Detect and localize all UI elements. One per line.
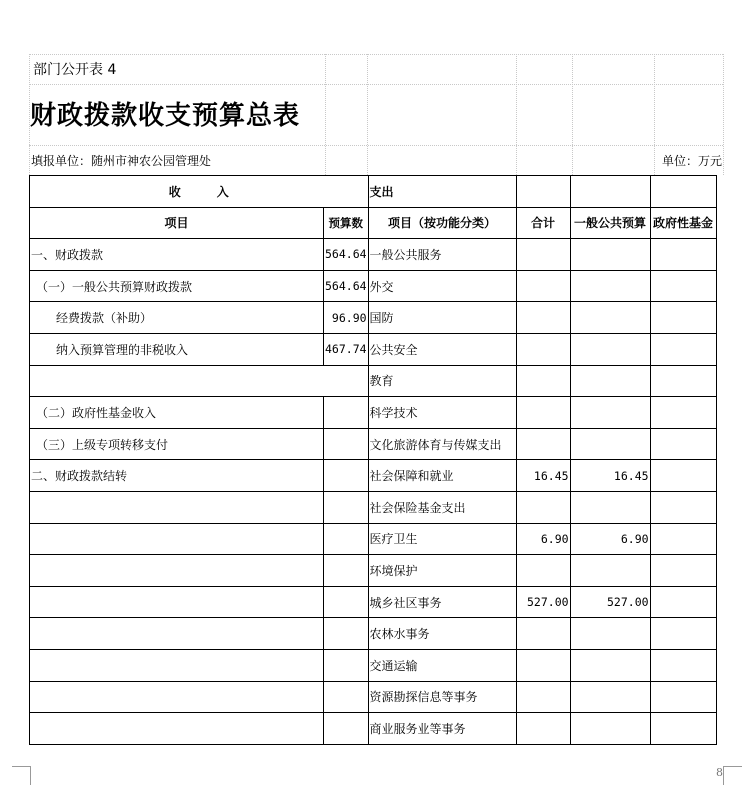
expense-general xyxy=(570,649,650,681)
expense-item: 文化旅游体育与传媒支出 xyxy=(368,428,516,460)
expense-general xyxy=(570,302,650,334)
expense-gov-fund xyxy=(650,239,716,271)
income-item: 经费拨款（补助） xyxy=(30,302,324,334)
expense-total xyxy=(516,649,570,681)
income-amount xyxy=(324,555,369,587)
gridline xyxy=(723,54,724,175)
income-amount: 96.90 xyxy=(324,302,369,334)
expense-total xyxy=(516,239,570,271)
expense-gov-fund xyxy=(650,333,716,365)
page-title: 财政拨款收支预算总表 xyxy=(30,101,301,131)
expense-item: 农林水事务 xyxy=(368,618,516,650)
expense-general xyxy=(570,365,650,397)
expense-gov-fund xyxy=(650,713,716,745)
table-row xyxy=(30,460,717,492)
income-item: （三）上级专项转移支付 xyxy=(30,428,324,460)
income-amount xyxy=(324,586,369,618)
income-item xyxy=(30,713,324,745)
income-amount xyxy=(324,713,369,745)
expense-item: 环境保护 xyxy=(368,555,516,587)
expense-gov-fund xyxy=(650,460,716,492)
page-number: 8 xyxy=(716,766,723,779)
expense-item: 城乡社区事务 xyxy=(368,586,516,618)
gridline xyxy=(325,54,326,175)
expense-general: 527.00 xyxy=(570,586,650,618)
gridline xyxy=(367,54,368,175)
income-item: （二）政府性基金收入 xyxy=(30,397,324,429)
table-row xyxy=(30,239,717,271)
expense-total xyxy=(516,618,570,650)
fill-unit: 填报单位：随州市神农公园管理处 xyxy=(31,154,212,168)
gridline xyxy=(29,54,723,55)
expense-general xyxy=(570,428,650,460)
expense-item: 社会保险基金支出 xyxy=(368,491,516,523)
expense-item: 商业服务业等事务 xyxy=(368,713,516,745)
income-item: 纳入预算管理的非税收入 xyxy=(30,333,324,365)
income-amount xyxy=(324,491,369,523)
expense-general xyxy=(570,491,650,523)
table-row xyxy=(30,397,717,429)
income-amount xyxy=(324,523,369,555)
table-row xyxy=(30,523,717,555)
table-cell xyxy=(516,176,570,208)
income-item xyxy=(30,555,324,587)
col-budget: 预算数 xyxy=(324,207,369,239)
expense-gov-fund xyxy=(650,649,716,681)
income-amount xyxy=(324,618,369,650)
income-item xyxy=(30,523,324,555)
income-item xyxy=(30,586,324,618)
expense-item: 社会保障和就业 xyxy=(368,460,516,492)
expense-total xyxy=(516,333,570,365)
income-item xyxy=(30,618,324,650)
expense-total xyxy=(516,270,570,302)
gridline xyxy=(654,54,655,175)
income-header: 收 入 xyxy=(30,176,369,208)
income-amount xyxy=(324,428,369,460)
dept-table-label: 部门公开表 4 xyxy=(33,62,117,78)
expense-gov-fund xyxy=(650,270,716,302)
expense-item: 科学技术 xyxy=(368,397,516,429)
income-item xyxy=(30,365,369,397)
expense-item: 医疗卫生 xyxy=(368,523,516,555)
expense-general xyxy=(570,713,650,745)
table-row xyxy=(30,681,717,713)
table-row xyxy=(30,270,717,302)
expense-total xyxy=(516,491,570,523)
col-exp-item: 项目（按功能分类） xyxy=(368,207,516,239)
gridline xyxy=(572,54,573,175)
table-row xyxy=(30,491,717,523)
table-row xyxy=(30,555,717,587)
expense-total xyxy=(516,302,570,334)
table-row xyxy=(30,586,717,618)
expense-gov-fund xyxy=(650,681,716,713)
expense-general xyxy=(570,270,650,302)
income-item: （一）一般公共预算财政拨款 xyxy=(30,270,324,302)
expense-header: 支出 xyxy=(368,176,516,208)
table-row xyxy=(30,302,717,334)
expense-general xyxy=(570,333,650,365)
unit-label: 单位：万元 xyxy=(661,154,722,168)
gridline xyxy=(29,84,723,85)
income-item: 二、财政拨款结转 xyxy=(30,460,324,492)
income-amount xyxy=(324,649,369,681)
expense-general xyxy=(570,239,650,271)
col-general: 一般公共预算 xyxy=(570,207,650,239)
income-amount xyxy=(324,397,369,429)
expense-total xyxy=(516,365,570,397)
expense-total: 527.00 xyxy=(516,586,570,618)
expense-total xyxy=(516,428,570,460)
expense-item: 国防 xyxy=(368,302,516,334)
table-cell xyxy=(650,176,716,208)
expense-gov-fund xyxy=(650,365,716,397)
expense-gov-fund xyxy=(650,555,716,587)
col-total: 合计 xyxy=(516,207,570,239)
expense-gov-fund xyxy=(650,428,716,460)
income-amount: 467.74 xyxy=(324,333,369,365)
table-cell xyxy=(570,176,650,208)
table-row xyxy=(30,333,717,365)
expense-general xyxy=(570,555,650,587)
expense-gov-fund xyxy=(650,618,716,650)
expense-total: 16.45 xyxy=(516,460,570,492)
income-amount xyxy=(324,460,369,492)
income-item xyxy=(30,649,324,681)
income-amount: 564.64 xyxy=(324,239,369,271)
budget-table xyxy=(29,175,717,745)
expense-total xyxy=(516,681,570,713)
expense-gov-fund xyxy=(650,397,716,429)
expense-gov-fund xyxy=(650,302,716,334)
crop-mark-right xyxy=(723,766,742,785)
crop-mark-left xyxy=(12,766,31,785)
expense-gov-fund xyxy=(650,491,716,523)
expense-item: 外交 xyxy=(368,270,516,302)
expense-item: 教育 xyxy=(368,365,516,397)
expense-total xyxy=(516,713,570,745)
expense-item: 一般公共服务 xyxy=(368,239,516,271)
table-row xyxy=(30,428,717,460)
income-item: 一、财政拨款 xyxy=(30,239,324,271)
table-row xyxy=(30,649,717,681)
table-header-row-2 xyxy=(30,207,717,239)
gridline xyxy=(29,145,723,146)
expense-general: 6.90 xyxy=(570,523,650,555)
expense-item: 公共安全 xyxy=(368,333,516,365)
expense-general: 16.45 xyxy=(570,460,650,492)
table-header-row-1 xyxy=(30,176,717,208)
expense-gov-fund xyxy=(650,523,716,555)
expense-general xyxy=(570,397,650,429)
expense-item: 交通运输 xyxy=(368,649,516,681)
table-row xyxy=(30,365,717,397)
expense-general xyxy=(570,681,650,713)
expense-item: 资源勘探信息等事务 xyxy=(368,681,516,713)
col-item: 项目 xyxy=(30,207,324,239)
expense-total: 6.90 xyxy=(516,523,570,555)
income-amount xyxy=(324,681,369,713)
table-row xyxy=(30,713,717,745)
col-gov-fund: 政府性基金 xyxy=(650,207,716,239)
income-item xyxy=(30,681,324,713)
expense-general xyxy=(570,618,650,650)
income-item xyxy=(30,491,324,523)
table-row xyxy=(30,618,717,650)
gridline xyxy=(516,54,517,175)
income-amount: 564.64 xyxy=(324,270,369,302)
expense-total xyxy=(516,397,570,429)
expense-gov-fund xyxy=(650,586,716,618)
expense-total xyxy=(516,555,570,587)
